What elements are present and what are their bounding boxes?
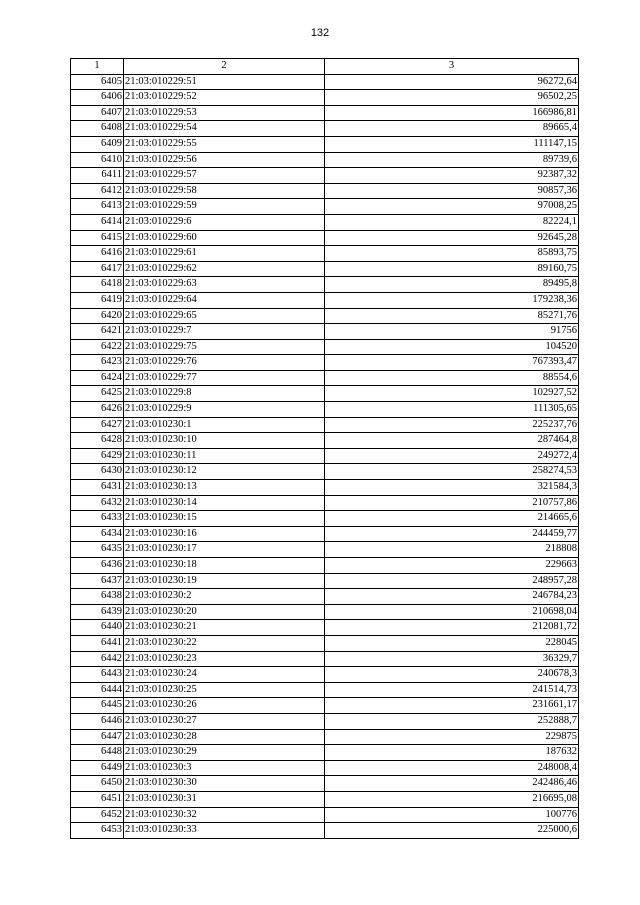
table-row <box>71 214 579 230</box>
table-row <box>71 823 579 839</box>
row-number-cell: 6431 <box>71 480 124 496</box>
table-row <box>71 745 579 761</box>
row-number-cell: 6432 <box>71 495 124 511</box>
cadastral-value-cell: 216695,08 <box>325 791 579 807</box>
row-number-cell: 6410 <box>71 152 124 168</box>
cadastral-number-cell: 21:03:010230:13 <box>124 480 325 496</box>
table-row <box>71 199 579 215</box>
row-number-cell: 6446 <box>71 713 124 729</box>
row-number-cell: 6428 <box>71 433 124 449</box>
cadastral-number-cell: 21:03:010229:7 <box>124 324 325 340</box>
cadastral-value-cell: 228045 <box>325 635 579 651</box>
row-number-cell: 6426 <box>71 402 124 418</box>
row-number-cell: 6443 <box>71 667 124 683</box>
table-row <box>71 261 579 277</box>
column-header-1: 1 <box>71 59 124 75</box>
cadastral-value-cell: 187632 <box>325 745 579 761</box>
row-number-cell: 6448 <box>71 745 124 761</box>
cadastral-value-cell: 214665,6 <box>325 511 579 527</box>
row-number-cell: 6442 <box>71 651 124 667</box>
row-number-cell: 6450 <box>71 776 124 792</box>
row-number-cell: 6418 <box>71 277 124 293</box>
table-row <box>71 152 579 168</box>
table-row <box>71 604 579 620</box>
row-number-cell: 6420 <box>71 308 124 324</box>
table-row <box>71 620 579 636</box>
row-number-cell: 6411 <box>71 168 124 184</box>
cadastral-number-cell: 21:03:010230:14 <box>124 495 325 511</box>
row-number-cell: 6435 <box>71 542 124 558</box>
cadastral-number-cell: 21:03:010230:2 <box>124 589 325 605</box>
cadastral-value-cell: 85893,75 <box>325 246 579 262</box>
table-row <box>71 448 579 464</box>
row-number-cell: 6451 <box>71 791 124 807</box>
table-row <box>71 370 579 386</box>
table-row <box>71 698 579 714</box>
table-row <box>71 121 579 137</box>
cadastral-value-cell: 104520 <box>325 339 579 355</box>
column-header-2: 2 <box>124 59 325 75</box>
table-row <box>71 651 579 667</box>
cadastral-value-cell: 89665,4 <box>325 121 579 137</box>
cadastral-number-cell: 21:03:010229:59 <box>124 199 325 215</box>
table-row <box>71 386 579 402</box>
table-row <box>71 464 579 480</box>
cadastral-number-cell: 21:03:010229:54 <box>124 121 325 137</box>
cadastral-number-cell: 21:03:010230:33 <box>124 823 325 839</box>
row-number-cell: 6449 <box>71 760 124 776</box>
cadastral-number-cell: 21:03:010229:56 <box>124 152 325 168</box>
cadastral-number-cell: 21:03:010230:10 <box>124 433 325 449</box>
cadastral-value-cell: 96272,64 <box>325 74 579 90</box>
cadastral-number-cell: 21:03:010230:24 <box>124 667 325 683</box>
cadastral-number-cell: 21:03:010229:77 <box>124 370 325 386</box>
table-row <box>71 136 579 152</box>
table-row <box>71 402 579 418</box>
cadastral-value-cell: 89160,75 <box>325 261 579 277</box>
table-row <box>71 729 579 745</box>
cadastral-value-cell: 212081,72 <box>325 620 579 636</box>
cadastral-value-cell: 244459,77 <box>325 526 579 542</box>
row-number-cell: 6424 <box>71 370 124 386</box>
cadastral-value-cell: 82224,1 <box>325 214 579 230</box>
row-number-cell: 6453 <box>71 823 124 839</box>
table-row <box>71 760 579 776</box>
row-number-cell: 6409 <box>71 136 124 152</box>
row-number-cell: 6419 <box>71 292 124 308</box>
table-row <box>71 168 579 184</box>
table-row <box>71 791 579 807</box>
cadastral-number-cell: 21:03:010230:11 <box>124 448 325 464</box>
row-number-cell: 6434 <box>71 526 124 542</box>
table-row <box>71 776 579 792</box>
cadastral-value-cell: 241514,73 <box>325 682 579 698</box>
row-number-cell: 6417 <box>71 261 124 277</box>
cadastral-value-cell: 102927,52 <box>325 386 579 402</box>
row-number-cell: 6405 <box>71 74 124 90</box>
row-number-cell: 6416 <box>71 246 124 262</box>
cadastral-value-cell: 166986,81 <box>325 105 579 121</box>
cadastral-number-cell: 21:03:010230:29 <box>124 745 325 761</box>
row-number-cell: 6447 <box>71 729 124 745</box>
table-body <box>71 74 579 838</box>
cadastral-number-cell: 21:03:010229:76 <box>124 355 325 371</box>
cadastral-value-cell: 96502,25 <box>325 90 579 106</box>
cadastral-number-cell: 21:03:010229:53 <box>124 105 325 121</box>
table-row <box>71 183 579 199</box>
table-row <box>71 558 579 574</box>
cadastral-value-cell: 246784,23 <box>325 589 579 605</box>
table-row <box>71 511 579 527</box>
row-number-cell: 6422 <box>71 339 124 355</box>
row-number-cell: 6406 <box>71 90 124 106</box>
table-row <box>71 526 579 542</box>
row-number-cell: 6421 <box>71 324 124 340</box>
cadastral-value-cell: 225237,76 <box>325 417 579 433</box>
cadastral-number-cell: 21:03:010229:6 <box>124 214 325 230</box>
row-number-cell: 6407 <box>71 105 124 121</box>
cadastral-value-cell: 210757,86 <box>325 495 579 511</box>
table-row <box>71 807 579 823</box>
table-row <box>71 74 579 90</box>
cadastral-number-cell: 21:03:010230:31 <box>124 791 325 807</box>
cadastral-number-cell: 21:03:010230:22 <box>124 635 325 651</box>
cadastral-value-cell: 36329,7 <box>325 651 579 667</box>
cadastral-value-cell: 85271,76 <box>325 308 579 324</box>
cadastral-number-cell: 21:03:010229:52 <box>124 90 325 106</box>
row-number-cell: 6408 <box>71 121 124 137</box>
row-number-cell: 6441 <box>71 635 124 651</box>
row-number-cell: 6444 <box>71 682 124 698</box>
table-row <box>71 292 579 308</box>
table-row <box>71 277 579 293</box>
table-header-row <box>71 59 579 75</box>
table-row <box>71 339 579 355</box>
cadastral-number-cell: 21:03:010229:51 <box>124 74 325 90</box>
cadastral-value-cell: 179238,36 <box>325 292 579 308</box>
row-number-cell: 6439 <box>71 604 124 620</box>
table-row <box>71 433 579 449</box>
row-number-cell: 6423 <box>71 355 124 371</box>
cadastral-number-cell: 21:03:010229:63 <box>124 277 325 293</box>
cadastral-number-cell: 21:03:010230:21 <box>124 620 325 636</box>
table-row <box>71 90 579 106</box>
cadastral-number-cell: 21:03:010229:65 <box>124 308 325 324</box>
table-row <box>71 589 579 605</box>
cadastral-number-cell: 21:03:010229:64 <box>124 292 325 308</box>
row-number-cell: 6445 <box>71 698 124 714</box>
cadastral-value-cell: 97008,25 <box>325 199 579 215</box>
cadastral-value-cell: 111147,15 <box>325 136 579 152</box>
cadastral-number-cell: 21:03:010230:25 <box>124 682 325 698</box>
table-row <box>71 682 579 698</box>
table-row <box>71 230 579 246</box>
cadastral-number-cell: 21:03:010229:55 <box>124 136 325 152</box>
cadastral-value-cell: 88554,6 <box>325 370 579 386</box>
row-number-cell: 6425 <box>71 386 124 402</box>
cadastral-value-cell: 210698,04 <box>325 604 579 620</box>
cadastral-number-cell: 21:03:010229:62 <box>124 261 325 277</box>
cadastral-number-cell: 21:03:010229:57 <box>124 168 325 184</box>
cadastral-value-cell: 91756 <box>325 324 579 340</box>
table-row <box>71 246 579 262</box>
row-number-cell: 6415 <box>71 230 124 246</box>
cadastral-value-cell: 258274,53 <box>325 464 579 480</box>
table-row <box>71 667 579 683</box>
cadastral-number-cell: 21:03:010229:9 <box>124 402 325 418</box>
row-number-cell: 6430 <box>71 464 124 480</box>
cadastral-value-cell: 218808 <box>325 542 579 558</box>
row-number-cell: 6427 <box>71 417 124 433</box>
page-number: 132 <box>310 27 330 39</box>
cadastral-number-cell: 21:03:010229:8 <box>124 386 325 402</box>
cadastral-value-cell: 92645,28 <box>325 230 579 246</box>
table-row <box>71 573 579 589</box>
cadastral-number-cell: 21:03:010230:1 <box>124 417 325 433</box>
cadastral-value-cell: 321584,3 <box>325 480 579 496</box>
row-number-cell: 6433 <box>71 511 124 527</box>
cadastral-number-cell: 21:03:010230:20 <box>124 604 325 620</box>
row-number-cell: 6440 <box>71 620 124 636</box>
cadastral-value-cell: 89495,8 <box>325 277 579 293</box>
cadastral-number-cell: 21:03:010230:17 <box>124 542 325 558</box>
cadastral-number-cell: 21:03:010230:30 <box>124 776 325 792</box>
table-row <box>71 417 579 433</box>
cadastral-value-cell: 89739,6 <box>325 152 579 168</box>
cadastral-value-cell: 231661,17 <box>325 698 579 714</box>
cadastral-number-cell: 21:03:010230:19 <box>124 573 325 589</box>
row-number-cell: 6437 <box>71 573 124 589</box>
cadastral-number-cell: 21:03:010230:15 <box>124 511 325 527</box>
cadastral-number-cell: 21:03:010230:23 <box>124 651 325 667</box>
cadastral-value-cell: 225000,6 <box>325 823 579 839</box>
column-header-3: 3 <box>325 59 579 75</box>
table-row <box>71 635 579 651</box>
cadastral-number-cell: 21:03:010229:61 <box>124 246 325 262</box>
cadastral-value-cell: 90857,36 <box>325 183 579 199</box>
cadastral-value-cell: 229663 <box>325 558 579 574</box>
table-row <box>71 105 579 121</box>
row-number-cell: 6412 <box>71 183 124 199</box>
row-number-cell: 6429 <box>71 448 124 464</box>
cadastral-number-cell: 21:03:010229:58 <box>124 183 325 199</box>
row-number-cell: 6436 <box>71 558 124 574</box>
cadastral-number-cell: 21:03:010230:27 <box>124 713 325 729</box>
row-number-cell: 6414 <box>71 214 124 230</box>
cadastral-value-cell: 249272,4 <box>325 448 579 464</box>
cadastral-number-cell: 21:03:010230:32 <box>124 807 325 823</box>
cadastral-number-cell: 21:03:010230:28 <box>124 729 325 745</box>
cadastral-value-cell: 287464,8 <box>325 433 579 449</box>
cadastral-value-cell: 100776 <box>325 807 579 823</box>
table-row <box>71 495 579 511</box>
cadastral-number-cell: 21:03:010230:26 <box>124 698 325 714</box>
table-row <box>71 355 579 371</box>
cadastral-value-cell: 240678,3 <box>325 667 579 683</box>
cadastral-value-cell: 248957,28 <box>325 573 579 589</box>
cadastral-value-cell: 252888,7 <box>325 713 579 729</box>
table-row <box>71 713 579 729</box>
row-number-cell: 6438 <box>71 589 124 605</box>
cadastral-number-cell: 21:03:010230:18 <box>124 558 325 574</box>
cadastral-value-cell: 248008,4 <box>325 760 579 776</box>
table-row <box>71 324 579 340</box>
row-number-cell: 6452 <box>71 807 124 823</box>
cadastral-value-cell: 92387,32 <box>325 168 579 184</box>
table-row <box>71 542 579 558</box>
cadastral-number-cell: 21:03:010230:16 <box>124 526 325 542</box>
table-row <box>71 308 579 324</box>
cadastral-value-cell: 242486,46 <box>325 776 579 792</box>
cadastral-value-cell: 767393,47 <box>325 355 579 371</box>
cadastral-number-cell: 21:03:010229:60 <box>124 230 325 246</box>
table-row <box>71 480 579 496</box>
row-number-cell: 6413 <box>71 199 124 215</box>
cadastral-value-cell: 229875 <box>325 729 579 745</box>
cadastral-value-table <box>70 58 579 839</box>
cadastral-number-cell: 21:03:010230:3 <box>124 760 325 776</box>
cadastral-number-cell: 21:03:010229:75 <box>124 339 325 355</box>
cadastral-value-cell: 111305,65 <box>325 402 579 418</box>
cadastral-number-cell: 21:03:010230:12 <box>124 464 325 480</box>
